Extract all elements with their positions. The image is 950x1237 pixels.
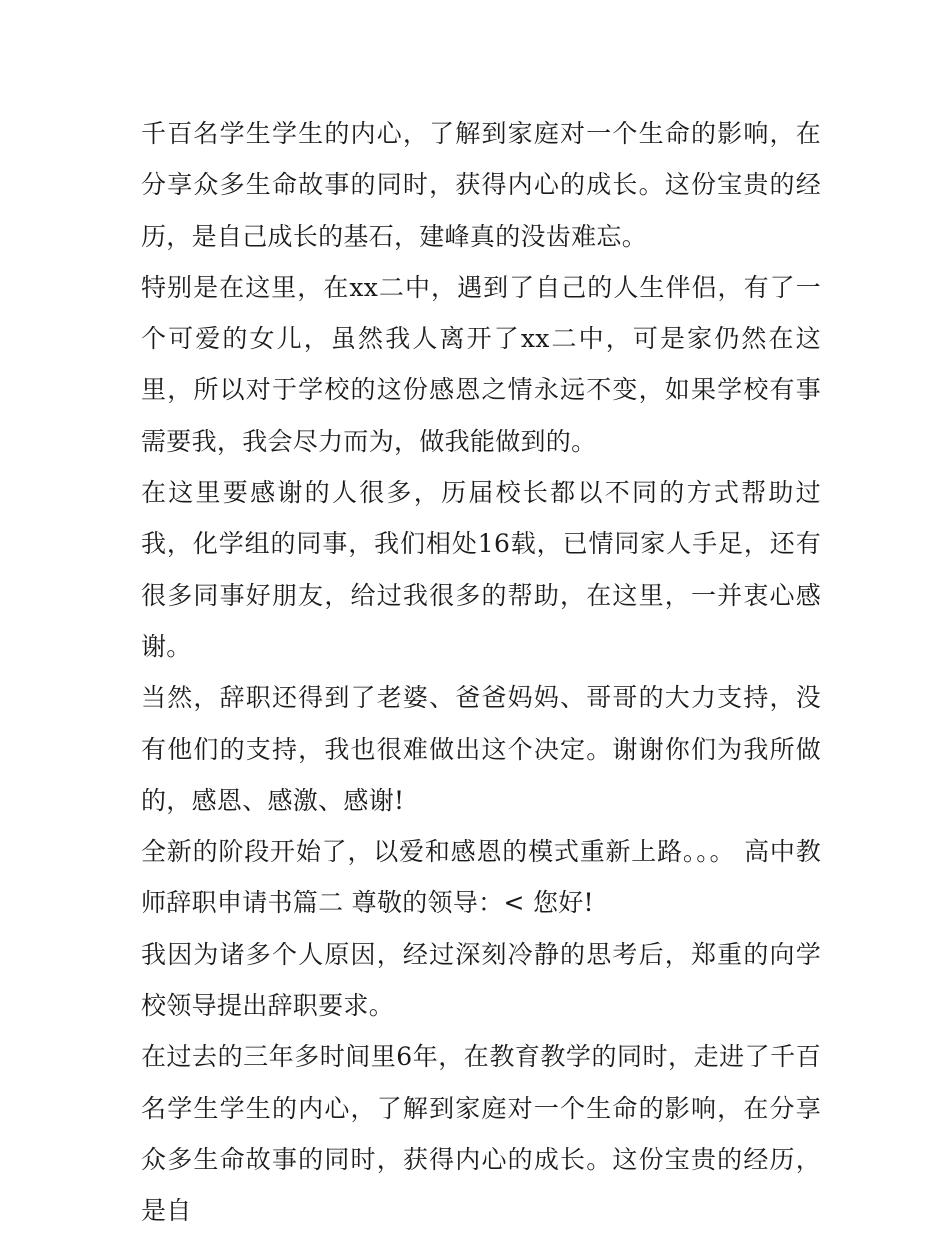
paragraph: 我因为诸多个人原因，经过深刻冷静的思考后，郑重的向学校领导提出辞职要求。 (141, 939, 821, 1021)
paragraph: 千百名学生学生的内心，了解到家庭对一个生命的影响，在分享众多生命故事的同时，获得内心的成长。这份宝贵的经历，是自己成长的基石，建峰真的没齿难忘。 (141, 119, 821, 251)
paragraph: 在过去的三年多时间里6年，在教育教学的同时，走进了千百名学生学生的内心，了解到家庭对一个生命的影响，在分享众多生命故事的同时，获得内心的成长。这份宝贵的经历，是自 (141, 1042, 821, 1226)
paragraph: 全新的阶段开始了，以爱和感恩的模式重新上路。。。 高中教师辞职申请书篇二 尊敬的领导：< 您好! (141, 837, 821, 918)
paragraph: 特别是在这里，在xx二中，遇到了自己的人生伴侣，有了一个可爱的女儿，虽然我人离开了xx二中，可是家仍然在这里，所以对于学校的这份感恩之情永远不变，如果学校有事需要我，我会尽力而为，做我能做到的。 (141, 272, 821, 456)
document-body (141, 108, 821, 1237)
paragraph: 在这里要感谢的人很多，历届校长都以不同的方式帮助过我，化学组的同事，我们相处16载，已情同家人手足，还有很多同事好朋友，给过我很多的帮助，在这里，一并衷心感谢。 (141, 478, 821, 661)
paragraph: 当然，辞职还得到了老婆、爸爸妈妈、哥哥的大力支持，没有他们的支持，我也很难做出这个决定。谢谢你们为我所做的，感恩、感激、感谢! (141, 683, 821, 815)
